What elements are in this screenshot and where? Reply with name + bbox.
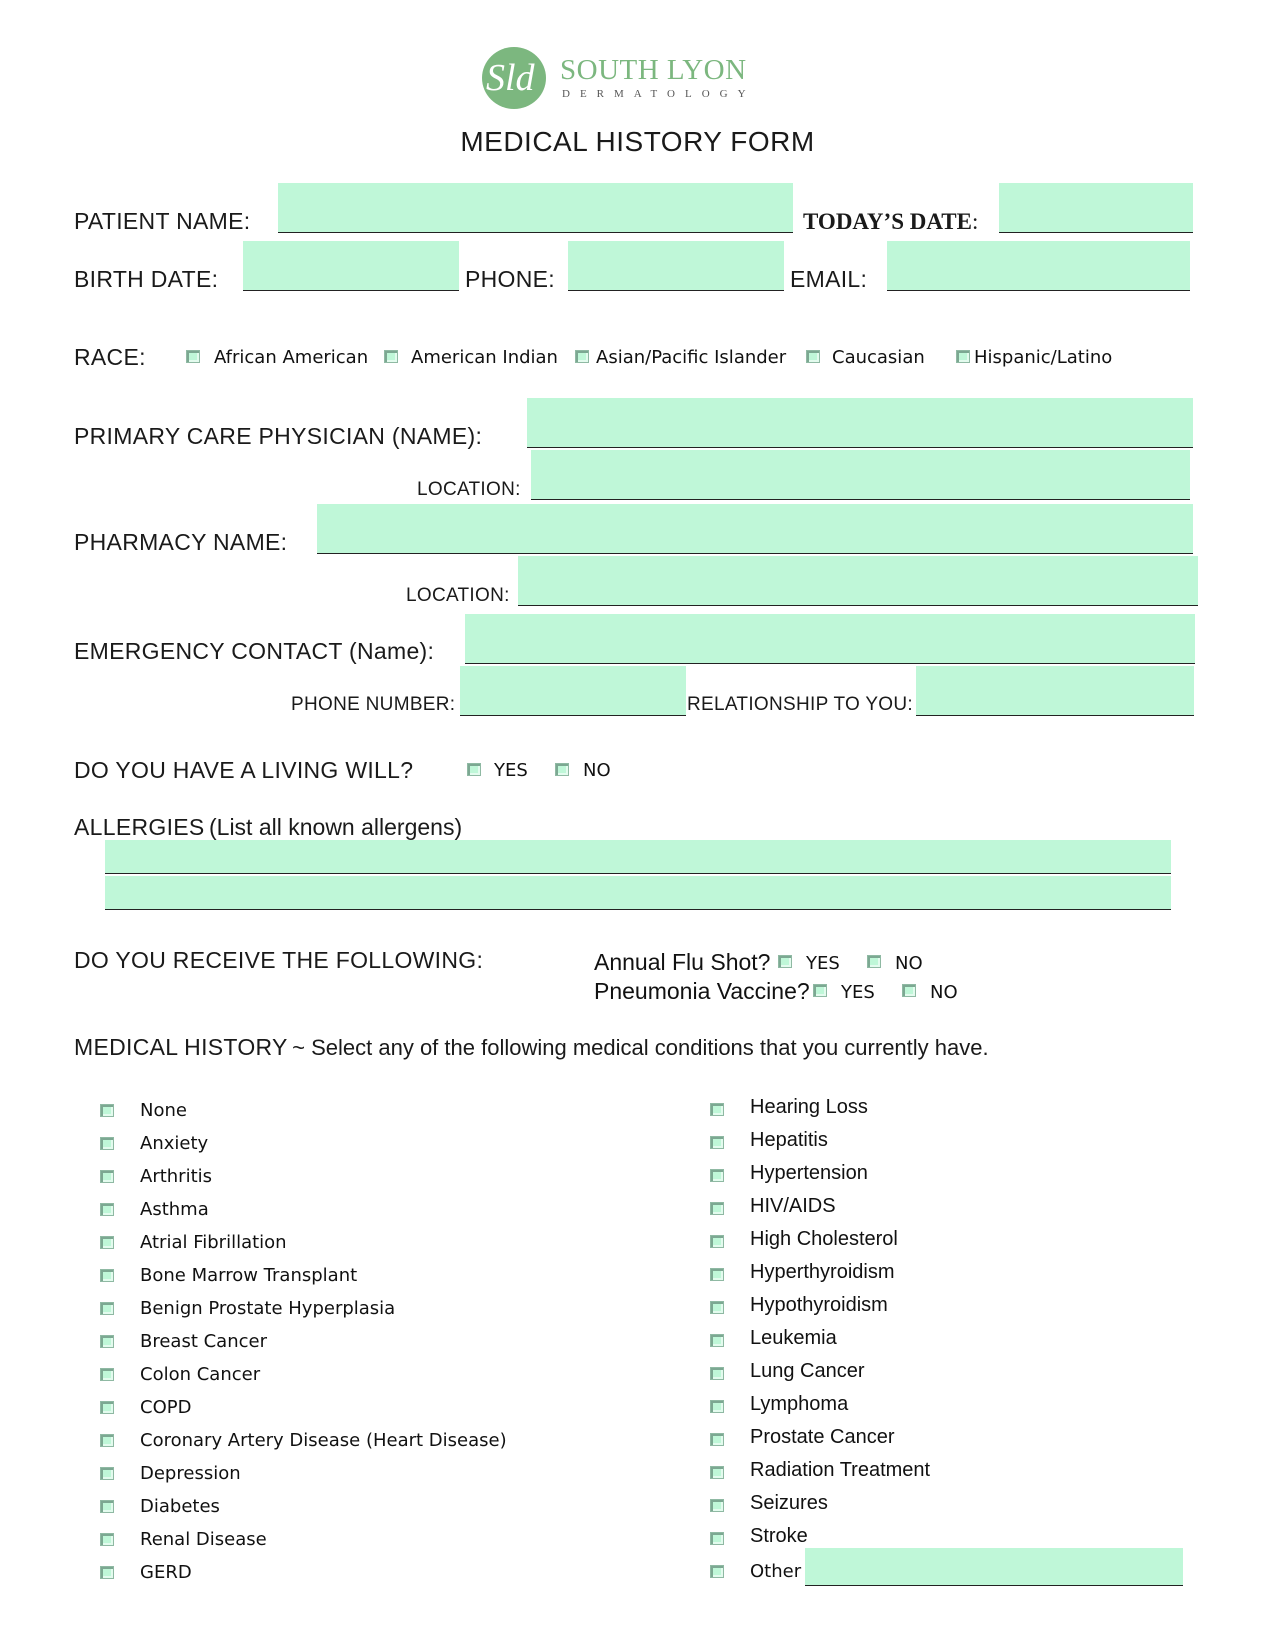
logo-monogram: Sld <box>486 57 535 99</box>
emergency-contact-label: EMERGENCY CONTACT (Name): <box>74 638 435 664</box>
condition-checkbox[interactable] <box>100 1335 114 1348</box>
condition-checkbox[interactable] <box>710 1400 724 1413</box>
allergies-hint: (List all known allergens) <box>209 814 463 840</box>
logo-mark <box>480 46 548 110</box>
pneumonia-no-checkbox[interactable] <box>902 984 916 997</box>
condition-checkbox[interactable] <box>710 1565 724 1578</box>
condition-checkbox[interactable] <box>100 1137 114 1150</box>
race-option-label: Asian/Pacific Islander <box>596 347 787 368</box>
condition-label: Breast Cancer <box>140 1331 267 1352</box>
condition-checkbox[interactable] <box>710 1235 724 1248</box>
pharmacy-name-input[interactable] <box>317 504 1193 554</box>
other-condition-input[interactable] <box>805 1548 1183 1586</box>
race-option-label: American Indian <box>411 347 558 368</box>
condition-label: Hypothyroidism <box>750 1294 888 1316</box>
condition-label: GERD <box>140 1562 192 1583</box>
condition-checkbox[interactable] <box>100 1500 114 1513</box>
condition-checkbox[interactable] <box>710 1499 724 1512</box>
emergency-phone-input[interactable] <box>460 666 686 716</box>
race-option-label: African American <box>214 347 369 368</box>
medical-history-label: MEDICAL HISTORY <box>74 1034 288 1060</box>
flu-yes-checkbox[interactable] <box>778 955 792 968</box>
condition-label: High Cholesterol <box>750 1228 898 1250</box>
todays-date-colon: : <box>971 209 979 234</box>
pneumonia-yes-checkbox[interactable] <box>813 984 827 997</box>
condition-label: Prostate Cancer <box>750 1426 895 1448</box>
relationship-input[interactable] <box>916 666 1194 716</box>
receive-label: DO YOU RECEIVE THE FOLLOWING: <box>74 947 484 973</box>
condition-checkbox[interactable] <box>710 1301 724 1314</box>
condition-label: Lymphoma <box>750 1393 849 1415</box>
race-checkbox-caucasian[interactable] <box>806 350 820 363</box>
race-option-label: Caucasian <box>832 347 925 368</box>
patient-name-input[interactable] <box>278 183 793 233</box>
birth-date-input[interactable] <box>243 241 459 291</box>
pcp-location-label: LOCATION: <box>417 479 521 500</box>
todays-date-input[interactable] <box>999 183 1193 233</box>
condition-label: Bone Marrow Transplant <box>140 1265 358 1286</box>
condition-label: None <box>140 1100 187 1121</box>
condition-label: HIV/AIDS <box>750 1195 836 1217</box>
condition-label: Leukemia <box>750 1327 837 1349</box>
flu-yes-label: YES <box>806 953 840 974</box>
condition-label: Hearing Loss <box>750 1096 868 1118</box>
medical-history-instructions: ~ Select any of the following medical conditions that you currently have. <box>292 1035 989 1060</box>
condition-checkbox[interactable] <box>100 1368 114 1381</box>
pneumonia-yes-label: YES <box>841 982 875 1003</box>
condition-label: Hypertension <box>750 1162 868 1184</box>
condition-label: Radiation Treatment <box>750 1459 931 1481</box>
condition-label: Asthma <box>140 1199 209 1220</box>
condition-checkbox[interactable] <box>100 1203 114 1216</box>
condition-label: Atrial Fibrillation <box>140 1232 287 1253</box>
condition-checkbox[interactable] <box>710 1532 724 1545</box>
emergency-contact-input[interactable] <box>465 614 1195 664</box>
condition-label: Stroke <box>750 1525 808 1547</box>
logo-name: SOUTH LYON <box>560 54 747 86</box>
birth-date-label: BIRTH DATE: <box>74 266 219 292</box>
allergies-input-line-1[interactable] <box>105 840 1171 874</box>
flu-shot-label: Annual Flu Shot? <box>594 949 771 975</box>
condition-checkbox[interactable] <box>100 1467 114 1480</box>
condition-label: Diabetes <box>140 1496 220 1517</box>
condition-label: Coronary Artery Disease (Heart Disease) <box>140 1430 507 1451</box>
logo <box>480 46 756 110</box>
condition-checkbox[interactable] <box>100 1236 114 1249</box>
condition-checkbox[interactable] <box>100 1533 114 1546</box>
condition-checkbox[interactable] <box>100 1434 114 1447</box>
pharmacy-name-label: PHARMACY NAME: <box>74 529 288 555</box>
pcp-name-input[interactable] <box>527 398 1193 448</box>
condition-label: Anxiety <box>140 1133 209 1154</box>
condition-checkbox[interactable] <box>710 1433 724 1446</box>
living-will-label: DO YOU HAVE A LIVING WILL? <box>74 757 414 783</box>
condition-label: Arthritis <box>140 1166 213 1187</box>
condition-checkbox[interactable] <box>100 1302 114 1315</box>
condition-checkbox[interactable] <box>100 1104 114 1117</box>
race-checkbox-hispanic-latino[interactable] <box>956 350 970 363</box>
todays-date-label <box>803 209 978 235</box>
condition-label: COPD <box>140 1397 192 1418</box>
allergies-label: ALLERGIES <box>74 814 205 840</box>
living-will-yes-label: YES <box>494 760 528 781</box>
phone-label: PHONE: <box>465 266 555 292</box>
race-checkbox-african-american[interactable] <box>186 350 200 363</box>
condition-checkbox[interactable] <box>710 1367 724 1380</box>
condition-checkbox[interactable] <box>710 1466 724 1479</box>
email-label: EMAIL: <box>790 266 868 292</box>
condition-label: Hepatitis <box>750 1129 828 1151</box>
allergies-input-line-2[interactable] <box>105 876 1171 910</box>
condition-checkbox[interactable] <box>710 1136 724 1149</box>
relationship-label: RELATIONSHIP TO YOU: <box>687 694 913 715</box>
living-will-no-checkbox[interactable] <box>555 763 569 776</box>
condition-checkbox[interactable] <box>100 1269 114 1282</box>
todays-date-text: TODAY’S DATE <box>803 209 972 234</box>
pharmacy-location-label: LOCATION: <box>406 585 510 606</box>
flu-no-checkbox[interactable] <box>867 955 881 968</box>
medical-history-heading <box>74 1034 989 1061</box>
email-input[interactable] <box>887 241 1190 291</box>
allergies-heading <box>74 814 462 841</box>
logo-subtitle: DERMATOLOGY <box>562 88 756 100</box>
pcp-location-input[interactable] <box>531 450 1190 500</box>
form-title: MEDICAL HISTORY FORM <box>460 126 815 157</box>
pcp-name-label: PRIMARY CARE PHYSICIAN (NAME): <box>74 423 483 449</box>
condition-checkbox[interactable] <box>710 1334 724 1347</box>
condition-label: Other <box>750 1561 802 1582</box>
condition-label: Seizures <box>750 1492 828 1514</box>
emergency-phone-label: PHONE NUMBER: <box>291 694 456 715</box>
condition-checkbox[interactable] <box>100 1566 114 1579</box>
condition-checkbox[interactable] <box>100 1401 114 1414</box>
condition-label: Depression <box>140 1463 241 1484</box>
living-will-no-label: NO <box>583 760 611 781</box>
condition-checkbox[interactable] <box>710 1268 724 1281</box>
condition-label: Renal Disease <box>140 1529 267 1550</box>
condition-label: Benign Prostate Hyperplasia <box>140 1298 396 1319</box>
race-option-label: Hispanic/Latino <box>974 347 1113 368</box>
race-checkbox-asian-pacific[interactable] <box>575 350 589 363</box>
race-checkbox-american-indian[interactable] <box>384 350 398 363</box>
pneumonia-no-label: NO <box>930 982 958 1003</box>
phone-input[interactable] <box>568 241 784 291</box>
living-will-yes-checkbox[interactable] <box>467 763 481 776</box>
condition-label: Colon Cancer <box>140 1364 261 1385</box>
condition-checkbox[interactable] <box>710 1103 724 1116</box>
condition-checkbox[interactable] <box>710 1202 724 1215</box>
patient-name-label: PATIENT NAME: <box>74 208 251 234</box>
pneumonia-label: Pneumonia Vaccine? <box>594 978 810 1004</box>
pharmacy-location-input[interactable] <box>518 556 1198 606</box>
condition-label: Hyperthyroidism <box>750 1261 895 1283</box>
race-label: RACE: <box>74 344 146 370</box>
condition-checkbox[interactable] <box>100 1170 114 1183</box>
condition-label: Lung Cancer <box>750 1360 865 1382</box>
flu-no-label: NO <box>895 953 923 974</box>
condition-checkbox[interactable] <box>710 1169 724 1182</box>
